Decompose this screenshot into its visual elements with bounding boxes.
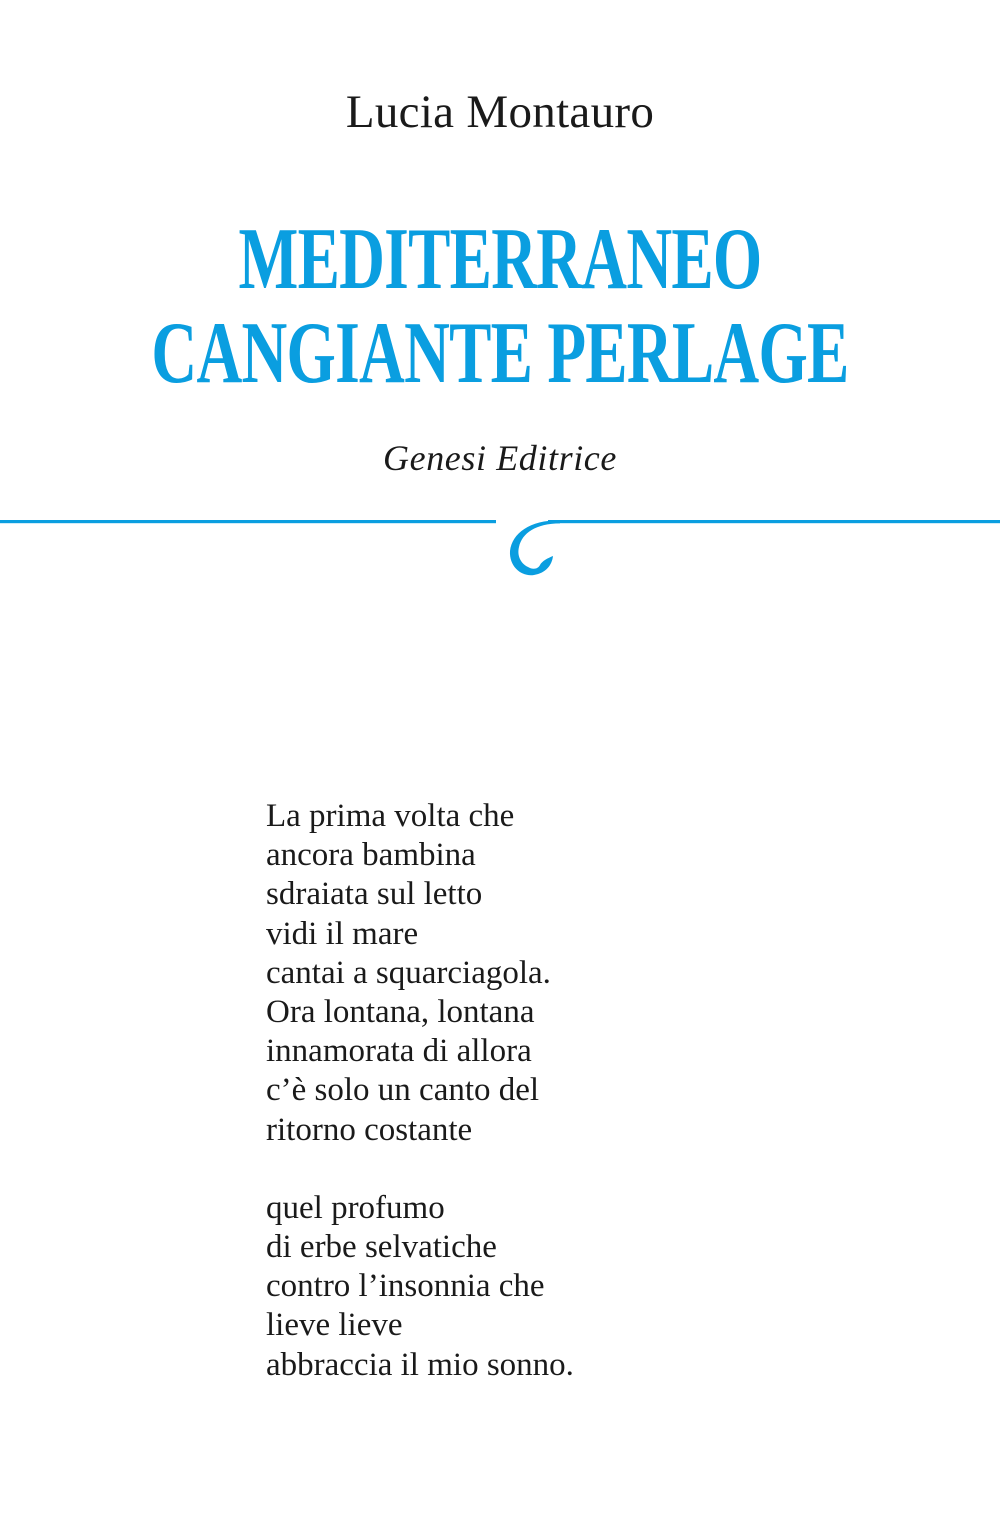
poem-verse: c’è solo un canto del [266, 1072, 540, 1109]
poem-verse: cantai a squarciagola. [266, 954, 551, 991]
poem-verse: ritorno costante [266, 1111, 473, 1148]
poem-stanza-1 [266, 797, 574, 1150]
author-name: Lucia Montauro [345, 86, 655, 138]
swirl-divider-icon [0, 505, 1000, 585]
title-line-1: MEDITERRANEO [238, 211, 762, 308]
poem-verse: di erbe selvatiche [266, 1229, 497, 1266]
poem-verse: La prima volta che [266, 798, 515, 834]
poem-verse: innamorata di allora [266, 1033, 532, 1070]
poem-verse: ancora bambina [266, 837, 476, 874]
poem-verse: Ora lontana, lontana [266, 994, 535, 1031]
poem-verse: contro l’insonnia che [266, 1268, 545, 1305]
poem-verse: sdraiata sul letto [266, 876, 483, 913]
poem-verse: quel profumo [266, 1189, 445, 1226]
poem-verse: lieve lieve [266, 1307, 403, 1344]
book-title [0, 211, 1000, 402]
poem-excerpt [266, 797, 574, 1385]
publisher-name: Genesi Editrice [383, 438, 617, 478]
title-line-2: CANGIANTE PERLAGE [151, 305, 849, 402]
poem-verse: vidi il mare [266, 915, 419, 952]
poem-stanza-2 [266, 1189, 574, 1385]
poem-verse: abbraccia il mio sonno. [266, 1346, 574, 1383]
